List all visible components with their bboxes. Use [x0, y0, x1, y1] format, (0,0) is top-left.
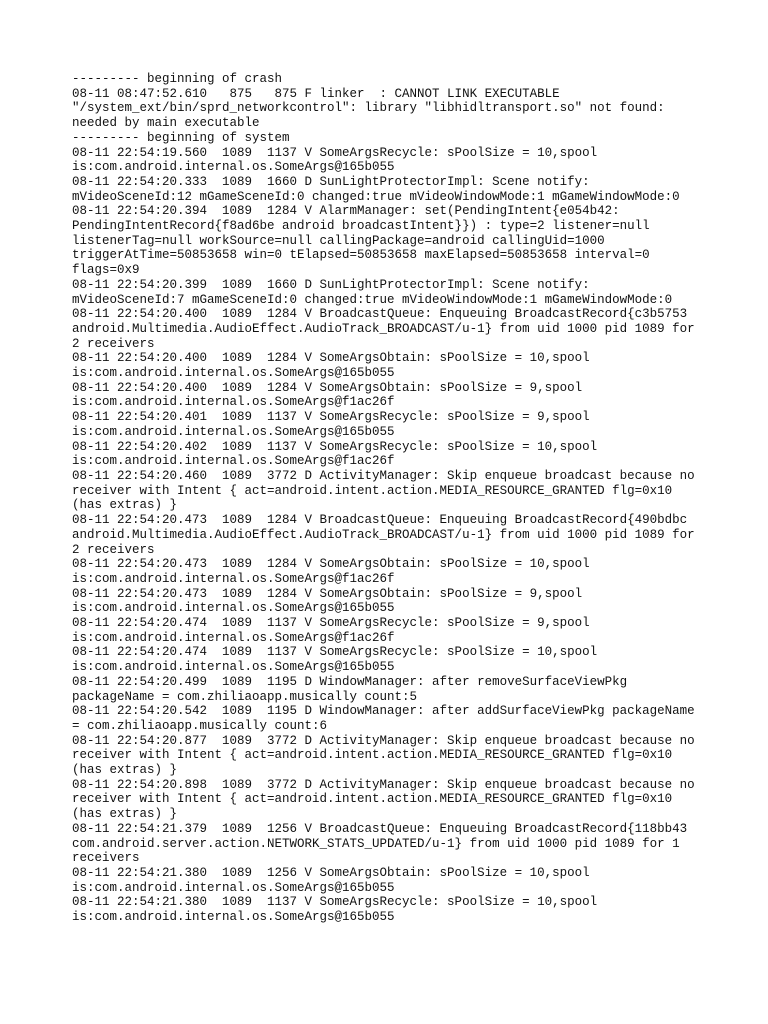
log-line: android.Multimedia.AudioEffect.AudioTrack_BROADCAST/u-1} from uid 1000 pid 1089 for: [72, 321, 695, 336]
log-line: is:com.android.internal.os.SomeArgs@165b055: [72, 910, 395, 925]
log-line: --------- beginning of system: [72, 130, 290, 145]
log-line: receiver with Intent { act=android.intent.action.MEDIA_RESOURCE_GRANTED flg=0x10: [72, 792, 673, 807]
log-line: 08-11 22:54:20.474 1089 1137 V SomeArgsRecycle: sPoolSize = 10,spool: [72, 645, 598, 660]
log-line: 08-11 22:54:20.542 1089 1195 D WindowManager: after addSurfaceViewPkg packageName: [72, 704, 695, 719]
log-line: 08-11 22:54:20.473 1089 1284 V SomeArgsObtain: sPoolSize = 10,spool: [72, 557, 590, 572]
log-line: --------- beginning of crash: [72, 72, 283, 86]
log-line: is:com.android.internal.os.SomeArgs@f1ac26f: [72, 571, 395, 586]
log-line: receiver with Intent { act=android.intent.action.MEDIA_RESOURCE_GRANTED flg=0x10: [72, 483, 673, 498]
log-line: com.android.server.action.NETWORK_STATS_UPDATED/u-1} from uid 1000 pid 1089 for 1: [72, 836, 680, 851]
log-line: "/system_ext/bin/sprd_networkcontrol": library "libhidltransport.so" not found:: [72, 101, 665, 116]
log-line: 08-11 22:54:20.400 1089 1284 V BroadcastQueue: Enqueuing BroadcastRecord{c3b5753: [72, 307, 688, 322]
log-line: is:com.android.internal.os.SomeArgs@f1ac26f: [72, 630, 395, 645]
log-line: receiver with Intent { act=android.intent.action.MEDIA_RESOURCE_GRANTED flg=0x10: [72, 748, 673, 763]
log-line: (has extras) }: [72, 807, 178, 822]
log-line: is:com.android.internal.os.SomeArgs@165b055: [72, 880, 395, 895]
log-line: (has extras) }: [72, 763, 178, 778]
log-line: 08-11 08:47:52.610 875 875 F linker : CANNOT LINK EXECUTABLE: [72, 86, 560, 101]
log-line: needed by main executable: [72, 116, 260, 131]
log-line: 08-11 22:54:21.380 1089 1137 V SomeArgsRecycle: sPoolSize = 10,spool: [72, 895, 598, 910]
log-line: 08-11 22:54:20.400 1089 1284 V SomeArgsObtain: sPoolSize = 10,spool: [72, 351, 590, 366]
log-line: (has extras) }: [72, 498, 178, 513]
log-line: = com.zhiliaoapp.musically count:6: [72, 718, 328, 733]
log-line: 08-11 22:54:20.401 1089 1137 V SomeArgsRecycle: sPoolSize = 9,spool: [72, 410, 590, 425]
log-line: is:com.android.internal.os.SomeArgs@f1ac26f: [72, 395, 395, 410]
log-line: 08-11 22:54:20.333 1089 1660 D SunLightProtectorImpl: Scene notify:: [72, 174, 590, 189]
log-line: 08-11 22:54:20.400 1089 1284 V SomeArgsObtain: sPoolSize = 9,spool: [72, 380, 583, 395]
log-line: flags=0x9: [72, 263, 140, 278]
log-line: 08-11 22:54:20.474 1089 1137 V SomeArgsRecycle: sPoolSize = 9,spool: [72, 616, 590, 631]
log-line: 08-11 22:54:20.898 1089 3772 D ActivityManager: Skip enqueue broadcast because no: [72, 777, 695, 792]
log-line: 08-11 22:54:20.402 1089 1137 V SomeArgsRecycle: sPoolSize = 10,spool: [72, 439, 598, 454]
log-line: 08-11 22:54:20.473 1089 1284 V BroadcastQueue: Enqueuing BroadcastRecord{490bdbc: [72, 513, 688, 528]
log-line: is:com.android.internal.os.SomeArgs@165b055: [72, 424, 395, 439]
log-line: receivers: [72, 851, 140, 866]
log-line: 08-11 22:54:20.399 1089 1660 D SunLightProtectorImpl: Scene notify:: [72, 277, 590, 292]
log-line: is:com.android.internal.os.SomeArgs@f1ac26f: [72, 454, 395, 469]
log-line: is:com.android.internal.os.SomeArgs@165b055: [72, 601, 395, 616]
log-line: is:com.android.internal.os.SomeArgs@165b055: [72, 366, 395, 381]
log-line: mVideoSceneId:7 mGameSceneId:0 changed:true mVideoWindowMode:1 mGameWindowMode:0: [72, 292, 673, 307]
log-line: is:com.android.internal.os.SomeArgs@165b055: [72, 160, 395, 175]
log-line: 2 receivers: [72, 336, 155, 351]
log-line: 08-11 22:54:20.394 1089 1284 V AlarmManager: set(PendingIntent{e054b42:: [72, 204, 620, 219]
log-line: 08-11 22:54:20.499 1089 1195 D WindowManager: after removeSurfaceViewPkg: [72, 674, 628, 689]
log-line: 08-11 22:54:20.460 1089 3772 D ActivityManager: Skip enqueue broadcast because no: [72, 468, 695, 483]
log-line: android.Multimedia.AudioEffect.AudioTrack_BROADCAST/u-1} from uid 1000 pid 1089 for: [72, 527, 695, 542]
log-line: 08-11 22:54:21.380 1089 1256 V SomeArgsObtain: sPoolSize = 10,spool: [72, 865, 590, 880]
log-line: 08-11 22:54:20.877 1089 3772 D ActivityManager: Skip enqueue broadcast because no: [72, 733, 695, 748]
log-line: 08-11 22:54:20.473 1089 1284 V SomeArgsObtain: sPoolSize = 9,spool: [72, 586, 583, 601]
log-document: [72, 72, 702, 925]
log-line: PendingIntentRecord{f8ad6be android broadcastIntent}}) : type=2 listener=null: [72, 219, 650, 234]
log-line: 2 receivers: [72, 542, 155, 557]
log-line: listenerTag=null workSource=null callingPackage=android callingUid=1000: [72, 233, 605, 248]
log-line: triggerAtTime=50853658 win=0 tElapsed=50853658 maxElapsed=50853658 interval=0: [72, 248, 650, 263]
log-line: packageName = com.zhiliaoapp.musically count:5: [72, 689, 418, 704]
log-line: mVideoSceneId:12 mGameSceneId:0 changed:true mVideoWindowMode:1 mGameWindowMode:0: [72, 189, 680, 204]
log-line: 08-11 22:54:21.379 1089 1256 V BroadcastQueue: Enqueuing BroadcastRecord{118bb43: [72, 821, 688, 836]
log-line: is:com.android.internal.os.SomeArgs@165b055: [72, 660, 395, 675]
log-line: 08-11 22:54:19.560 1089 1137 V SomeArgsRecycle: sPoolSize = 10,spool: [72, 145, 598, 160]
